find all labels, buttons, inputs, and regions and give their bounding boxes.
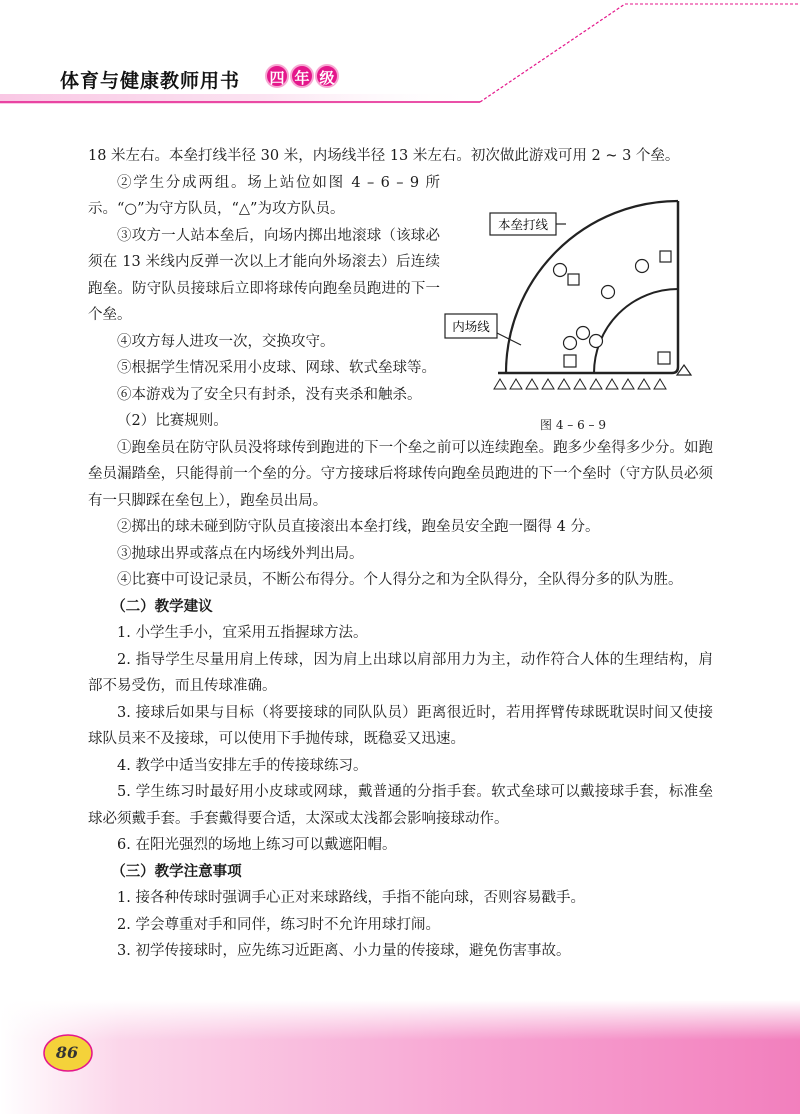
grade-badge <box>265 64 339 88</box>
list-item: 2. 指导学生尽量用肩上传球，因为肩上出球以肩部用力为主，动作符合人体的生理结构，肩部不易受伤，而且传球准确。 <box>88 651 713 694</box>
infield-label-group <box>443 311 523 351</box>
bases <box>564 251 671 367</box>
grade-char: 年 <box>290 64 314 88</box>
grade-char: 级 <box>315 64 339 88</box>
paragraph: ④攻方每人进攻一次，交换攻守。 <box>117 333 335 350</box>
header-book-title: 体育与健康教师用书 <box>60 70 241 92</box>
list-item: 3. 接球后如果与目标（将要接球的同队队员）距离很近时，若用挥臂传球既耽误时间又使接球队员来不及接球，可以使用下手抛传球，既稳妥又迅速。 <box>88 704 713 747</box>
paragraph: ③攻方一人站本垒后，向场内掷出地滚球（该球必须在 13 米线内反弹一次以上才能向外场滚去）后连续跑垒。防守队员接球后立即将球传向跑垒员跑进的下一个垒。 <box>88 227 440 323</box>
list-item: 2. 学会尊重对手和同伴，练习时不允许用球打闹。 <box>117 916 440 933</box>
section-heading-teaching-suggestions: （二）教学建议 <box>111 598 213 615</box>
list-item: 4. 教学中适当安排左手的传接球练习。 <box>117 757 368 774</box>
list-item: 6. 在阳光强烈的场地上练习可以戴遮阳帽。 <box>117 837 397 853</box>
header-decoration <box>0 0 800 115</box>
paragraph: 18 米左右。本垒打线半径 30 米，内场线半径 13 米左右。初次做此游戏可用 2 ~ 3 个垒。 <box>88 148 680 164</box>
paragraph: ②学生分成两组。场上站位如图 4 – 6 – 9 所示。“○”为守方队员，“△”为攻方队员。 <box>88 174 440 217</box>
rule-item: ②掷出的球未碰到防守队员直接滚出本垒打线，跑垒员安全跑一圈得 4 分。 <box>117 519 600 535</box>
rules-heading: （2）比赛规则。 <box>117 413 228 429</box>
page-number: 86 <box>55 1043 79 1062</box>
paragraph: ⑥本游戏为了安全只有封杀，没有夹杀和触杀。 <box>117 386 422 403</box>
figure-caption: 图 4 – 6 – 9 <box>540 418 606 432</box>
field-diagram <box>488 195 708 405</box>
footer-decoration <box>0 1000 800 1114</box>
rule-item: ③抛球出界或落点在内场线外判出局。 <box>117 545 364 562</box>
infield-label: 内场线 <box>452 319 490 334</box>
defense-players <box>554 260 649 350</box>
list-item: 1. 小学生手小，宜采用五指握球方法。 <box>117 625 368 641</box>
rule-item: ④比赛中可设记录员，不断公布得分。个人得分之和为全队得分，全队得分多的队为胜。 <box>117 572 683 588</box>
list-item: 5. 学生练习时最好用小皮球或网球，戴普通的分指手套。软式垒球可以戴接球手套，标准垒球必须戴手套。手套戴得要合适，太深或太浅都会影响接球动作。 <box>88 784 713 827</box>
paragraph: ⑤根据学生情况采用小皮球、网球、软式垒球等。 <box>117 360 436 376</box>
section-heading-precautions: （三）教学注意事项 <box>111 863 242 880</box>
home-run-label: 本垒打线 <box>497 217 549 232</box>
grade-char: 四 <box>265 64 289 88</box>
list-item: 1. 接各种传球时强调手心正对来球路线，手指不能向球，否则容易戳手。 <box>117 890 585 906</box>
list-item: 3. 初学传接球时，应先练习近距离、小力量的传接球，避免伤害事故。 <box>117 943 571 959</box>
offense-row <box>494 379 666 389</box>
rule-item: ①跑垒员在防守队员没将球传到跑进的下一个垒之前可以连续跑垒。跑多少垒得多少分。如跑垒员漏踏垒，只能得前一个垒的分。守方接球后将球传向跑垒员跑进的下一个垒时（守方队员必须有一只脚踩在垒包上），跑垒员出局。 <box>88 439 713 509</box>
